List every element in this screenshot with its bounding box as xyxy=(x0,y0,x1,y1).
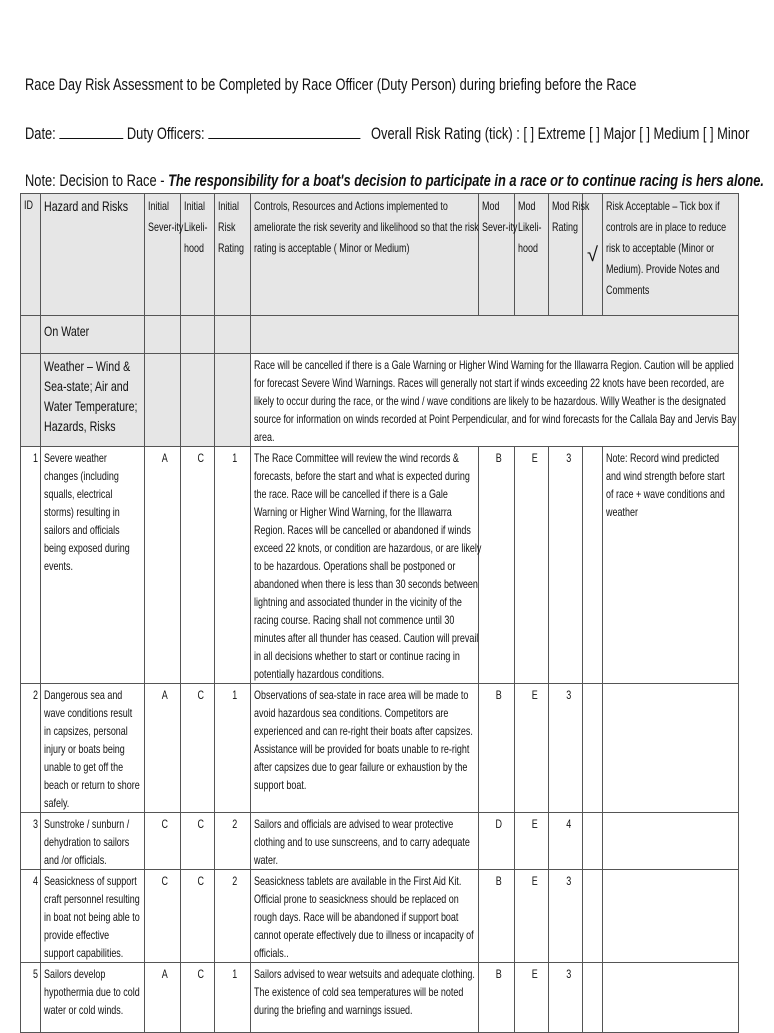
row-hazard: Seasickness of support craft personnel resulting in boat not being able to provide effective support capabilities. xyxy=(44,874,140,960)
row-mod-severity: B xyxy=(495,451,502,465)
row-mod-likelihood: E xyxy=(531,817,538,831)
row-initial-risk: 2 xyxy=(232,874,238,888)
header-controls: Controls, Resources and Actions implemented to ameliorate the risk severity and likelihood so that the risk rating is acceptable ( Minor or Medium) xyxy=(254,199,479,255)
row-mod-severity: B xyxy=(495,967,502,981)
duty-officers-field[interactable] xyxy=(208,124,360,139)
header-id: ID xyxy=(24,198,34,212)
row-initial-likelihood: C xyxy=(197,451,205,465)
date-field[interactable] xyxy=(59,124,123,139)
row-initial-risk: 1 xyxy=(232,967,238,981)
row-initial-risk: 1 xyxy=(232,688,238,702)
row-notes xyxy=(603,963,734,965)
row-controls: Seasickness tablets are available in the First Aid Kit. Official prone to seasickness should be replaced on rough days. Race will be abandoned if support boat cannot operate effectively due to illness or incapacity of officials.. xyxy=(254,874,474,960)
row-id: 4 xyxy=(32,874,38,888)
row-hazard: Sailors develop hypothermia due to cold water or cold winds. xyxy=(44,967,140,1017)
weather-text: Race will be cancelled if there is a Gale Warning or Higher Wind Warning for the Illawarra Region. Caution will be applied for forecast Severe Wind Warnings. Races will generally not start if winds exceeding 22 knots have been recorded, are likely to occur during the race, or the wind / wave conditions are likely to be hazardous. Willy Weather is the designated source for information on winds recorded at Point Perpendicular, and for wind forecasts for the Callala Bay and Jervis Bay area. xyxy=(254,358,737,444)
row-mod-risk: 3 xyxy=(566,967,572,981)
row-controls: Sailors and officials are advised to wear protective clothing and to use sunscreens, and to carry adequate water. xyxy=(254,817,470,867)
row-hazard: Severe weather changes (including squalls, electrical storms) resulting in sailors and officials being exposed during events. xyxy=(44,451,130,573)
row-mod-likelihood: E xyxy=(531,874,538,888)
row-initial-likelihood: C xyxy=(197,688,205,702)
row-hazard: Sunstroke / sunburn / dehydration to sailors and /or officials. xyxy=(44,817,130,867)
table-row xyxy=(21,813,739,870)
row-initial-severity: A xyxy=(161,967,168,981)
row-mod-risk: 3 xyxy=(566,874,572,888)
row-id: 2 xyxy=(32,688,38,702)
row-id: 5 xyxy=(32,967,38,981)
duty-officers-label: Duty Officers: xyxy=(126,125,205,143)
header-mod-severity: Mod Sever-ity xyxy=(482,199,518,234)
header-mod-likelihood: Mod Likeli-hood xyxy=(518,199,542,255)
table-row xyxy=(21,447,739,684)
row-notes xyxy=(603,684,734,686)
row-mod-risk: 4 xyxy=(566,817,572,831)
risk-table xyxy=(20,193,739,1033)
row-tick-box[interactable] xyxy=(583,447,603,684)
row-initial-likelihood: C xyxy=(197,967,205,981)
table-row xyxy=(21,684,739,813)
section-on-water: On Water xyxy=(44,323,90,339)
row-mod-risk: 3 xyxy=(566,451,572,465)
section-row xyxy=(21,316,739,354)
header-initial-severity: Initial Sever-ity xyxy=(148,199,184,234)
overall-rating-label: Overall Risk Rating (tick) : xyxy=(371,125,520,143)
row-mod-severity: B xyxy=(495,874,502,888)
row-initial-severity: A xyxy=(161,451,168,465)
header-initial-likelihood: Initial Likeli-hood xyxy=(184,199,208,255)
row-mod-severity: D xyxy=(495,817,503,831)
row-mod-severity: B xyxy=(495,688,502,702)
header-row xyxy=(21,194,739,316)
row-mod-likelihood: E xyxy=(531,451,538,465)
note-prefix: Note: Decision to Race - xyxy=(25,172,169,190)
header-risk-acceptable: Risk Acceptable – Tick box if controls are in place to reduce risk to acceptable (Minor or Medium). Provide Notes and Comments xyxy=(606,199,727,297)
table-row xyxy=(21,963,739,1033)
row-notes xyxy=(603,813,734,815)
weather-heading: Weather – Wind & Sea-state; Air and Water Temperature; Hazards, Risks xyxy=(44,358,138,434)
row-initial-risk: 1 xyxy=(232,451,238,465)
row-controls: Observations of sea-state in race area will be made to avoid hazardous sea conditions. Competitors are experienced and can re-right their boats after capsizes. Assistance will be provided for boats unable to re-right after capsizes due to gear failure or exhaustion by the support boat. xyxy=(254,688,473,792)
date-label: Date: xyxy=(25,125,56,143)
row-initial-severity: C xyxy=(161,874,169,888)
date-line xyxy=(25,124,774,144)
header-mod-risk: Mod Risk Rating xyxy=(552,199,590,234)
note-emphasis: The responsibility for a boat's decision to participate in a race or to continue racing is hers alone. xyxy=(168,172,765,190)
row-controls: Sailors advised to wear wetsuits and adequate clothing. The existence of cold sea temperatures will be noted during the briefing and warnings issued. xyxy=(254,967,475,1017)
rating-options: [ ] Extreme [ ] Major [ ] Medium [ ] Minor xyxy=(523,125,750,143)
header-initial-risk: Initial Risk Rating xyxy=(218,199,244,255)
row-initial-likelihood: C xyxy=(197,817,205,831)
row-notes: Note: Record wind predicted and wind strength before start of race + wave conditions and weather xyxy=(606,451,725,519)
weather-row xyxy=(21,354,739,447)
row-mod-likelihood: E xyxy=(531,967,538,981)
header-hazard: Hazard and Risks xyxy=(44,198,129,214)
row-initial-severity: A xyxy=(161,688,168,702)
row-initial-severity: C xyxy=(161,817,169,831)
row-initial-risk: 2 xyxy=(232,817,238,831)
row-initial-likelihood: C xyxy=(197,874,205,888)
row-notes xyxy=(603,870,734,872)
row-hazard: Dangerous sea and wave conditions result in capsizes, personal injury or boats being unable to get off the beach or return to shore safely. xyxy=(44,688,140,810)
row-mod-likelihood: E xyxy=(531,688,538,702)
tick-mark-icon: √ xyxy=(587,244,598,266)
row-mod-risk: 3 xyxy=(566,688,572,702)
row-controls: The Race Committee will review the wind records & forecasts, before the start and what is expected during the race. Race will be cancelled if there is a Gale Warning or Higher Wind Warning, for the Illawarra Region. Races will be cancelled or abandoned if winds exceed 22 knots, or condition are hazardous, or are likely to be hazardous. Operations shall be postponed or abandoned when there is less than 30 seconds between lightning and associated thunder in the vicinity of the racing course. Racing shall not commence until 30 minutes after all thunder has ceased. Caution will prevail in all decisions whether to start or continue racing in potentially hazardous conditions. xyxy=(254,451,482,681)
decision-note xyxy=(25,172,765,191)
table-row xyxy=(21,870,739,963)
row-id: 1 xyxy=(32,451,38,465)
document-title: Race Day Risk Assessment to be Completed by Race Officer (Duty Person) during briefing before the Race xyxy=(25,76,637,94)
row-id: 3 xyxy=(32,817,38,831)
